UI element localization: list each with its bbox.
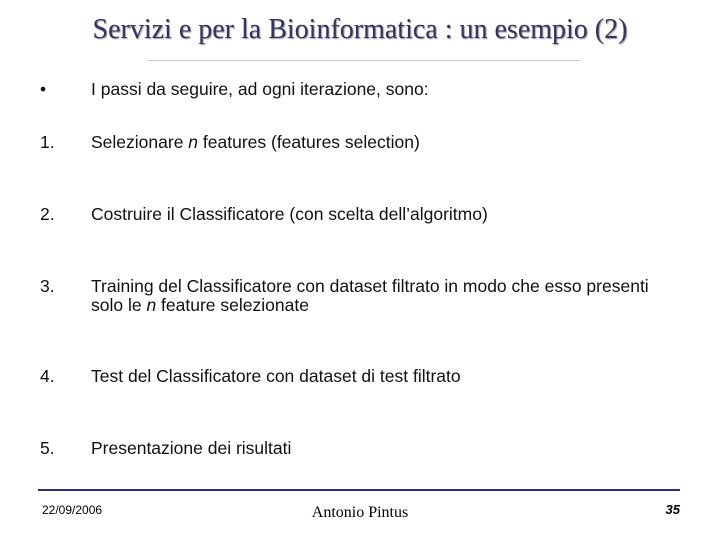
- title-divider: [148, 60, 580, 61]
- footer-date: 22/09/2006: [42, 503, 103, 517]
- page-number: 35: [665, 502, 680, 517]
- footer-divider: [38, 489, 680, 491]
- step-text: Test del Classificatore con dataset di test filtrato: [91, 366, 461, 386]
- footer-author: Antonio Pintus: [311, 504, 409, 521]
- step-text: Training del Classificatore con dataset filtrato in modo che esso presenti solo le n feature selezionate: [91, 276, 649, 315]
- step-number: 5.: [40, 438, 55, 458]
- step-number: 4.: [40, 366, 55, 386]
- bullet-marker: •: [40, 79, 47, 99]
- intro-text: I passi da seguire, ad ogni iterazione, sono:: [91, 79, 429, 99]
- step-text: Selezionare n features (features selection): [91, 132, 420, 152]
- step-text: Costruire il Classificatore (con scelta dell’algoritmo): [91, 204, 488, 224]
- slide-title: Servizi e per la Bioinformatica : un esempio (2): [92, 14, 628, 45]
- step-number: 1.: [40, 132, 55, 152]
- step-number: 3.: [40, 276, 55, 296]
- step-text: Presentazione dei risultati: [91, 438, 292, 458]
- step-number: 2.: [40, 204, 55, 224]
